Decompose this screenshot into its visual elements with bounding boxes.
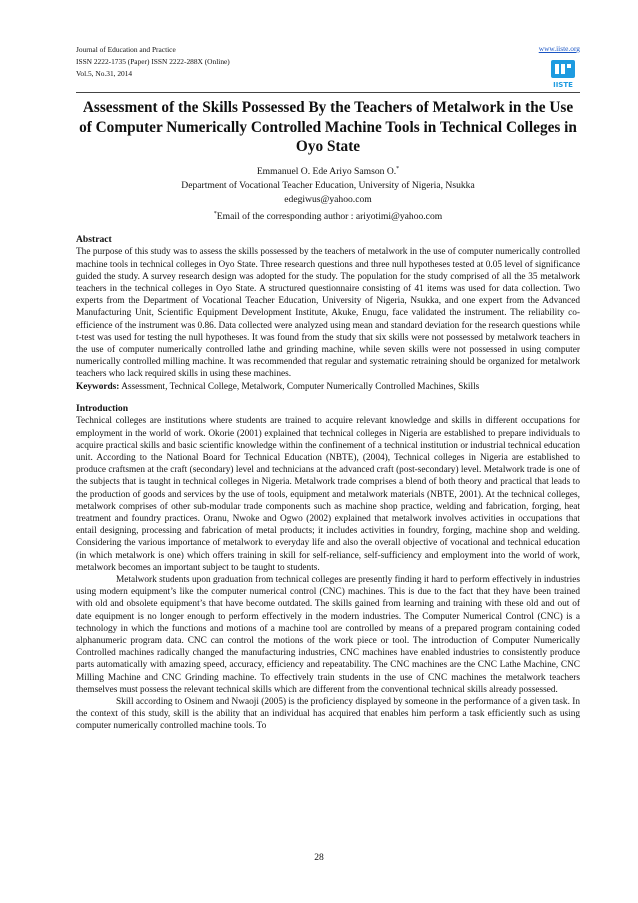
journal-volume: Vol.5, No.31, 2014 — [76, 69, 133, 78]
corr-email-text: Email of the corresponding author : ariyotimi@yahoo.com — [216, 210, 443, 222]
page-number: 28 — [314, 852, 324, 863]
corr-mark: * — [213, 210, 217, 217]
paper-title: Assessment of the Skills Possessed By the Teachers of Metalwork in the Use of Computer Numerically Controlled Machine Tools in Technical Colleges in Oyo State — [79, 99, 577, 155]
journal-header — [76, 44, 580, 90]
abstract-text: The purpose of this study was to assess the skills possessed by the teachers of metalwork in the use of computer numerically controlled machine tools in technical colleges in Oyo State. Three research questions and three null hypotheses tested at 0.05 level of significance guided the study. A survey research design was adopted for the study. The population for the study comprised of all the 35 metalwork teachers in the technical colleges in Oyo State. A structured questionnaire consisting of 41 items was used for data collection. Two experts from the Department of Vocational Teacher Education, University of Nigeria, Nsukka, and one expert from the Advanced Manufacturing Unit, Scientific Equipment Development Institute, Akuke, Enugu, face validated the instrument. The reliability co-efficience of the instrument was 0.86. Data collected were analyzed using mean and standard deviation for the research questions while t-test was used for testing the null hypotheses. It was found from the study that six skills were not possessed by metalwork teachers in the use of computer numerically controlled lathe and grinding machine, while seven skills were not possessed in using computer numerically controlled milling machine. It was recommended that regular and systematic retraining should be organized for metalwork teachers who lack required skills in using these machines. — [76, 247, 580, 380]
author-names: Emmanuel O. Ede Ariyo Samson O. — [256, 165, 397, 177]
affiliation: Department of Vocational Teacher Education, University of Nigeria, Nsukka — [181, 179, 475, 191]
iiste-logo-icon — [546, 57, 580, 91]
keywords-label: Keywords: — [76, 381, 120, 392]
corresponding-email — [76, 207, 580, 224]
author-email: edegiwus@yahoo.com — [284, 193, 372, 205]
intro-paragraph-1: Technical colleges are institutions where students are trained to acquire relevant knowledge and skills in different occupations for employment in the world of work. Okorie (2001) explained that technical colleges in Nigeria are established to prepare individuals to acquire practical skills and basic scientific knowledge within the confinement of a technical institution or industrial technical education unit. According to the National Board for Technical Education (NBTE), (2004), Technical colleges in Nigeria are established to produce craftsmen at the craft (secondary) level and technicians at the advanced craft (post-secondary) level. Metalwork trade is one of the subjects that is taught in technical colleges in Nigeria. Metalwork trade comprises a blend of both theory and practical that leads to the production of goods and services by the use of tools, equipment and metalwork materials (NBTE, 2001). At the technical colleges, metalwork comprises of other sub-modular trade components such as machine shop practice, welding and fabrication, forging, heat treatment and foundry practices. Oranu, Nwoke and Ogwo (2002) explained that metalwork involves activities in occupations that entail designing, processing and fabrication of metal products; it includes activities in foundry, forging, machine shop and welding. Considering the various importance of metalwork to everyday life and also the overall objective of vocational and technical education (in which metalwork is one) which offers training in skill for self-reliance, self-sufficiency and employment into the world of work, metalwork becomes an important subject to be taught to students. — [76, 416, 580, 573]
abstract-heading: Abstract — [76, 233, 112, 245]
introduction-heading: Introduction — [76, 402, 129, 414]
article-body — [76, 98, 580, 733]
intro-paragraph-2: Metalwork students upon graduation from technical colleges are presently finding it hard to perform effectively in industries using modern equipment’s like the computer numerical control (CNC) machines. This is due to the fact that they have been trained with old and obsolete equipment’s that have become outdated. The skills gained from learning and training with these old and out of date equipment is no longer enough to perform effectively in the modern industries. The Computer Numerical Control (CNC) is a technology in which the functions and motions of a machine tool are controlled by means of a prepared program containing coded alphanumeric program data. CNC can control the motions of the work piece or tool. The introduction of Computer Numerically Controlled machines radically changed the manufacturing industries, CNC machines have enabled industries to consistently produce parts automatically with amazing speed, accuracy, efficiency and repeatability. The CNC machines are the CNC Lathe Machine, CNC Milling Machine and CNC Grinding machine. To effectively train students in the use of CNC machines the metalwork teachers themselves must possess the relevant technical skills which are different from the conventional technical skills already possessed. — [76, 574, 580, 695]
keywords — [76, 381, 580, 393]
journal-name: Journal of Education and Practice — [76, 45, 176, 54]
journal-url-link[interactable]: www.iiste.org — [538, 44, 580, 53]
authors — [76, 162, 580, 179]
keywords-list: Assessment, Technical College, Metalwork, Computer Numerically Controlled Machines, Skills — [119, 381, 480, 392]
svg-text:IISTE: IISTE — [553, 81, 573, 89]
journal-issn: ISSN 2222-1735 (Paper) ISSN 2222-288X (Online) — [76, 57, 230, 66]
intro-paragraph-3: Skill according to Osinem and Nwaoji (2005) is the proficiency displayed by someone in the performance of a given task. In the context of this study, skill is the ability that an individual has acquired that enables him perform a task efficiently such as using computer numerically controlled machine tools. To — [76, 696, 580, 732]
header-rule — [76, 92, 580, 93]
author-mark: * — [396, 165, 400, 172]
